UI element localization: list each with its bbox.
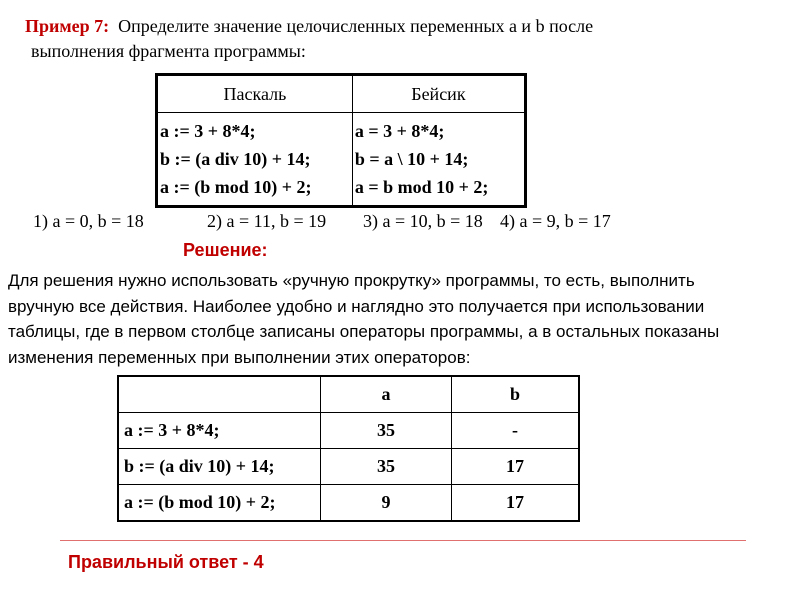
cell: a := 3 + 8*4;: [118, 413, 321, 449]
code-line: b = a \ 10 + 14;: [354, 149, 469, 169]
final-answer: Правильный ответ - 4: [68, 552, 264, 572]
header-a: a: [321, 376, 452, 413]
text-line: таблицы, где в первом столбце записаны операторы программы, а в остальных показаны: [8, 322, 720, 341]
table-row: [118, 413, 579, 449]
divider: [60, 540, 746, 541]
trace-table: [117, 375, 580, 522]
code-line: a := 3 + 8*4;: [160, 121, 256, 141]
code-line: a := (b mod 10) + 2;: [160, 177, 312, 197]
table-row: [118, 449, 579, 485]
cell: 17: [452, 485, 580, 522]
cell: 9: [321, 485, 452, 522]
cell: 35: [321, 449, 452, 485]
cell: b := (a div 10) + 14;: [118, 449, 321, 485]
text-line: изменения переменных при выполнении этих операторов:: [8, 347, 471, 367]
solution-text: [8, 268, 798, 370]
code-line: a = 3 + 8*4;: [354, 121, 445, 141]
code-line: b := (a div 10) + 14;: [160, 149, 311, 169]
header-basic: Бейсик: [352, 75, 525, 113]
answer-option: 2) a = 11, b = 19: [207, 211, 327, 231]
header-cell: [118, 376, 321, 413]
example-label: Пример 7:: [25, 16, 110, 36]
task-text: Определите значение целочисленных переменных a и b после: [118, 16, 594, 36]
cell: 17: [452, 449, 580, 485]
code-line: a = b mod 10 + 2;: [354, 177, 489, 197]
basic-code: [352, 113, 525, 207]
table-row: [118, 485, 579, 522]
text-line: Для решения нужно использовать «ручную прокрутку» программы, то есть, выполнить: [8, 271, 695, 290]
answer-option: 3) a = 10, b = 18: [363, 211, 483, 231]
cell: -: [452, 413, 580, 449]
solution-heading: Решение:: [183, 240, 268, 260]
example-title: [25, 16, 593, 37]
answer-option: 4) a = 9, b = 17: [500, 211, 611, 231]
header-b: b: [452, 376, 580, 413]
header-pascal: Паскаль: [157, 75, 353, 113]
task-text-cont: выполнения фрагмента программы:: [31, 41, 306, 61]
cell: 35: [321, 413, 452, 449]
answer-option: 1) a = 0, b = 18: [33, 211, 144, 231]
code-table: [155, 73, 527, 208]
pascal-code: [157, 113, 353, 207]
text-line: вручную все действия. Наиболее удобно и наглядно это получается при использовании: [8, 296, 705, 316]
cell: a := (b mod 10) + 2;: [118, 485, 321, 522]
table-header-row: [118, 376, 579, 413]
